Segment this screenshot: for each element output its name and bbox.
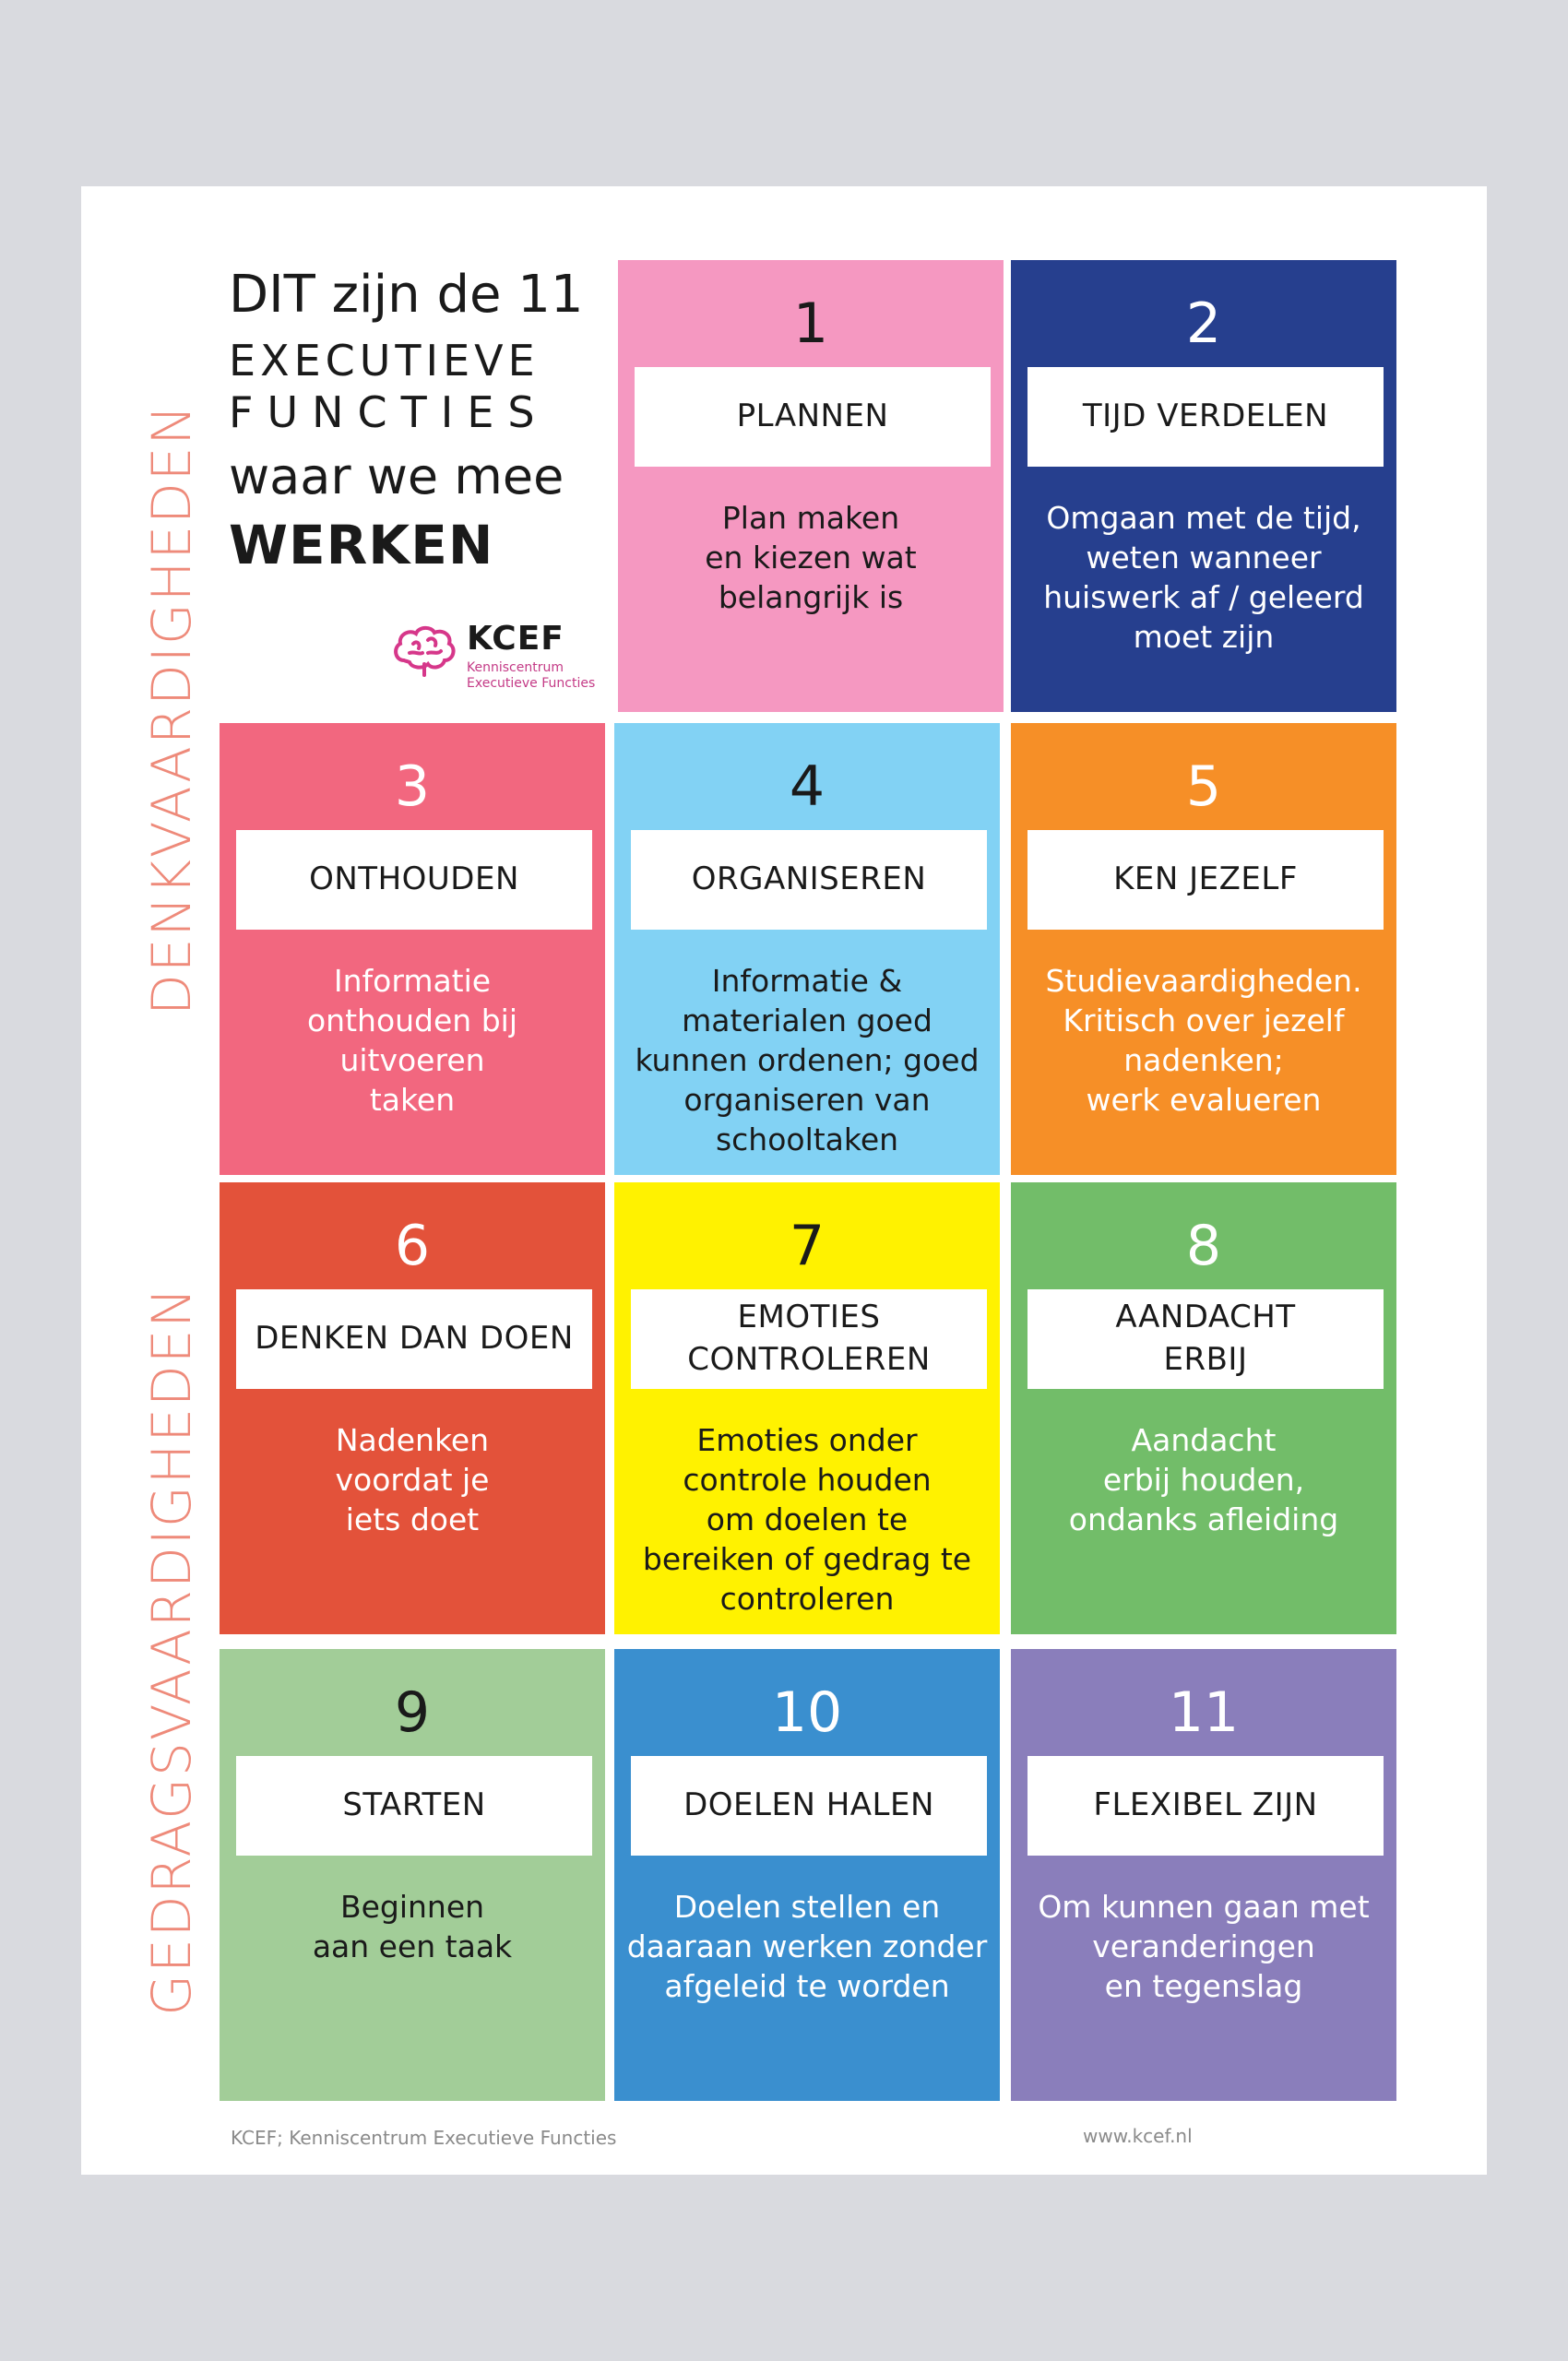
tile-4 (614, 723, 1000, 1175)
footer-website: www.kcef.nl (1083, 2125, 1193, 2147)
side-label-gedragsvaardigheden: GEDRAGSVAARDIGHEDEN (140, 1286, 203, 2016)
logo-brand: KCEF (467, 620, 564, 658)
tile-label-box (631, 1756, 987, 1856)
tile-9 (220, 1649, 605, 2101)
tile-label-box (1028, 1756, 1384, 1856)
tile-number: 1 (792, 291, 829, 356)
tile-label-box (631, 830, 987, 930)
title-block (229, 265, 584, 576)
side-label-denkvaardigheden: DENKVAARDIGHEDEN (140, 403, 203, 1015)
tile-1 (618, 260, 1004, 712)
logo-subtitle (467, 660, 595, 692)
tile-number: 7 (789, 1214, 826, 1278)
tile-description: Nadenken voordat je iets doet (335, 1422, 490, 1537)
poster (81, 186, 1487, 2175)
tile-number: 6 (394, 1214, 431, 1278)
tile-2 (1011, 260, 1396, 712)
tile-number: 8 (1185, 1214, 1222, 1278)
tile-label-box (1028, 830, 1384, 930)
tile-10 (614, 1649, 1000, 2101)
tile-description: Studievaardigheden. Kritisch over jezelf nadenken; werk evalueren (1045, 963, 1362, 1118)
tile-label-box (631, 1289, 987, 1389)
kcef-logo (391, 620, 631, 694)
tile-label: TIJD VERDELEN (1082, 397, 1329, 435)
title-line-2: EXECUTIEVE (229, 336, 540, 386)
tile-number: 4 (789, 754, 826, 819)
tile-label-box (236, 1756, 592, 1856)
logo-subtitle-line-1: Kenniscentrum (467, 660, 564, 675)
tile-label: DENKEN DAN DOEN (255, 1320, 574, 1358)
tile-label: AANDACHT ERBIJ (1115, 1299, 1296, 1378)
tile-description: Beginnen aan een taak (312, 1889, 513, 1964)
title-line-1: DIT zijn de 11 (229, 265, 584, 325)
tile-description: Doelen stellen en daaraan werken zonder afgeleid te worden (626, 1889, 988, 2004)
tile-7 (614, 1182, 1000, 1634)
tile-label: FLEXIBEL ZIJN (1093, 1786, 1318, 1824)
tile-description: Omgaan met de tijd, weten wanneer huiswerk af / geleerd moet zijn (1043, 500, 1364, 655)
tile-label: PLANNEN (736, 397, 889, 435)
tile-description: Informatie onthouden bij uitvoeren taken (306, 963, 517, 1118)
title-line-4: waar we mee (229, 447, 564, 505)
tile-label-box (635, 367, 991, 467)
tile-description: Aandacht erbij houden, ondanks afleiding (1068, 1422, 1339, 1537)
tile-description: Emoties onder controle houden om doelen te bereiken of gedrag te controleren (642, 1422, 972, 1617)
tile-3 (220, 723, 605, 1175)
tile-label: ORGANISEREN (691, 860, 927, 898)
tile-label-box (236, 1289, 592, 1389)
tile-number: 10 (771, 1680, 843, 1745)
tile-number: 2 (1185, 291, 1222, 356)
tile-label: STARTEN (342, 1786, 486, 1824)
footer-credit: KCEF; Kenniscentrum Executieve Functies (231, 2127, 617, 2149)
logo-subtitle-line-2: Executieve Functies (467, 675, 596, 691)
tile-description: Plan maken en kiezen wat belangrijk is (705, 500, 917, 615)
tile-number: 11 (1168, 1680, 1240, 1745)
tile-label: ONTHOUDEN (309, 860, 519, 898)
tile-number: 9 (394, 1680, 431, 1745)
tile-8 (1011, 1182, 1396, 1634)
title-line-3: FUNCTIES (229, 387, 549, 437)
tile-label-box (236, 830, 592, 930)
title-line-5: WERKEN (229, 514, 494, 576)
tile-label-box (1028, 1289, 1384, 1389)
tile-label: EMOTIES CONTROLEREN (687, 1299, 931, 1378)
brain-icon (391, 623, 457, 679)
tile-label: KEN JEZELF (1113, 860, 1298, 898)
tile-description: Informatie & materialen goed kunnen ordenen; goed organiseren van schooltaken (635, 963, 980, 1157)
tile-description: Om kunnen gaan met veranderingen en tegenslag (1038, 1889, 1370, 2004)
tile-6 (220, 1182, 605, 1634)
tile-number: 3 (394, 754, 431, 819)
tile-label: DOELEN HALEN (683, 1786, 934, 1824)
tile-number: 5 (1185, 754, 1222, 819)
tile-label-box (1028, 367, 1384, 467)
tile-11 (1011, 1649, 1396, 2101)
tile-5 (1011, 723, 1396, 1175)
